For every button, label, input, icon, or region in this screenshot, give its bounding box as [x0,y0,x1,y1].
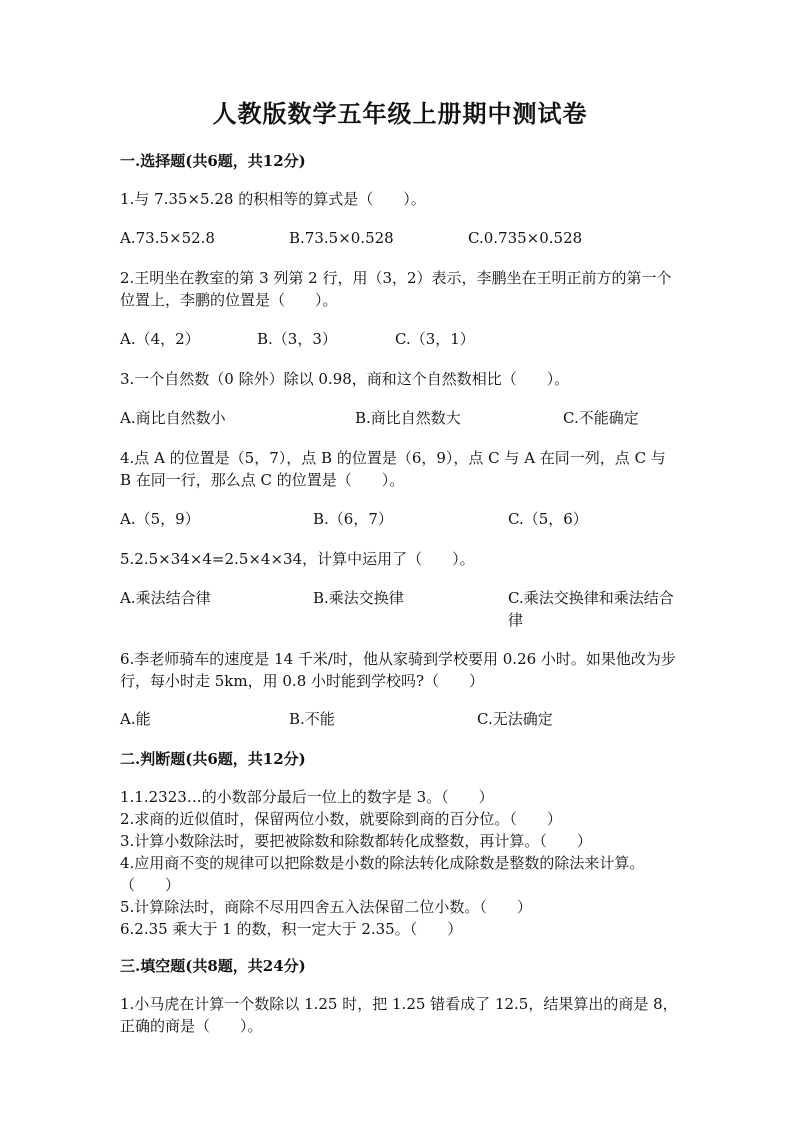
judgment-item: 3.计算小数除法时，要把被除数和除数都转化成整数，再计算。（ ） [120,832,592,850]
question-text: 5.2.5×34×4=2.5×4×34，计算中运用了（ ）。 [120,550,475,568]
option-a: A.（5，9） [120,510,200,528]
option-a: A.乘法结合律 [120,589,211,607]
option-b: B.商比自然数大 [355,409,461,427]
option-c: C.0.735×0.528 [468,229,583,247]
question-text: 3.一个自然数（0 除外）除以 0.98，商和这个自然数相比（ ）。 [120,370,570,388]
section-heading-fill-in: 三.填空题(共8题，共24分) [120,957,306,975]
question-text: 6.李老师骑车的速度是 14 千米/时，他从家骑到学校要用 0.26 小时。如果他改为步行，每小时走 5km，用 0.8 小时能到学校吗?（ ） [120,650,676,690]
question-text: 1.小马虎在计算一个数除以 1.25 时，把 1.25 错看成了 12.5，结果算出的商是 8，正确的商是（ ）。 [120,995,678,1035]
option-c: C.（3，1） [395,330,475,348]
option-c: C.（5，6） [508,510,588,528]
section-heading-true-false: 二.判断题(共6题，共12分) [120,750,306,768]
option-a: A.商比自然数小 [120,409,226,427]
option-a: A.能 [120,710,151,728]
option-b: B.乘法交换律 [313,589,404,607]
option-b: B.（3，3） [257,330,337,348]
question-text: 4.点 A 的位置是（5，7），点 B 的位置是（6，9），点 C 与 A 在同一列，点 C 与 B 在同一行，那么点 C 的位置是（ ）。 [120,449,666,489]
judgment-item: 2.求商的近似值时，保留两位小数，就要除到商的百分位。（ ） [120,810,562,828]
option-b: B.不能 [289,710,335,728]
page-title: 人教版数学五年级上册期中测试卷 [212,99,588,128]
option-b: B.（6，7） [313,510,393,528]
judgment-item: 6.2.35 乘大于 1 的数，积一定大于 2.35。（ ） [120,920,463,938]
question-text: 1.与 7.35×5.28 的积相等的算式是（ ）。 [120,190,426,208]
judgment-item: 4.应用商不变的规律可以把除数是小数的除法转化成除数是整数的除法来计算。（ ） [120,854,645,894]
option-a: A.73.5×52.8 [120,229,215,247]
option-c: C.不能确定 [563,409,639,427]
section-heading-choice: 一.选择题(共6题，共12分) [120,152,306,170]
option-c: C.无法确定 [477,710,553,728]
judgment-item: 5.计算除法时，商除不尽用四舍五入法保留二位小数。（ ） [120,898,532,916]
judgment-item: 1.1.2323…的小数部分最后一位上的数字是 3。（ ） [120,788,494,806]
option-a: A.（4，2） [120,330,200,348]
option-b: B.73.5×0.528 [289,229,394,247]
option-c: C.乘法交换律和乘法结合律 [508,589,674,629]
question-text: 2.王明坐在教室的第 3 列第 2 行，用（3，2）表示，李鹏坐在王明正前方的第一个位置上，李鹏的位置是（ ）。 [120,269,672,309]
